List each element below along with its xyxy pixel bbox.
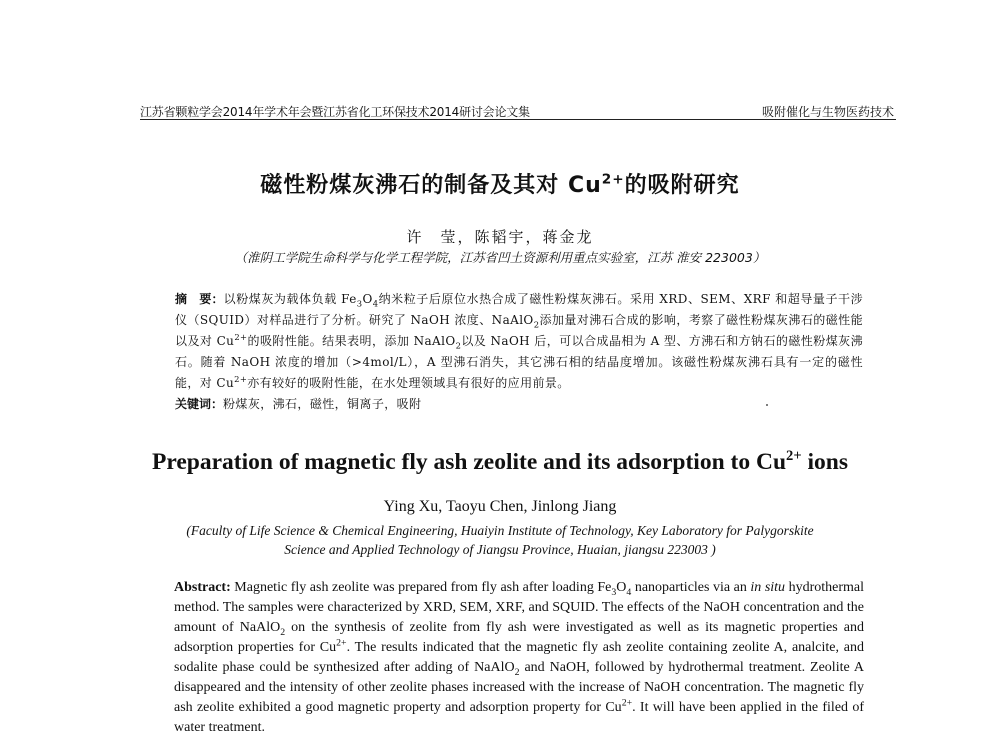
chinese-abstract-sub-2: 4 [372, 298, 379, 309]
chinese-abstract-label: 摘 要： [175, 292, 224, 306]
chinese-abstract [175, 289, 863, 415]
chinese-abstract-text-5: 以及 NaOH 后，可以合成晶相为 A 型、方沸石和方钠石的磁性粉煤灰沸石。随着 NaOH 浓度的增加（>4mol/L），A 型沸石消失，其它沸石相的结晶度增加。该磁性粉煤灰沸石具有一定的磁性能，对 Cu [175, 334, 863, 390]
english-title [0, 449, 1000, 476]
english-abstract-text-5: . The results indicated that the magnetic fly ash zeolite containing zeolite A, analcite, and sodalite phase could be synthesized after adding of NaAlO [174, 640, 864, 675]
scan-speck [766, 404, 768, 406]
chinese-abstract-text-6: 亦有较好的吸附性能，在水处理领域具有很好的应用前景。 [247, 376, 570, 390]
english-title-end: ions [801, 449, 848, 475]
chinese-title [0, 168, 1000, 199]
english-abstract-label: Abstract: [174, 580, 231, 595]
chinese-abstract-text-3: 添加量对沸石合成的影响，考察了磁性粉煤灰沸石的磁性能以及对 Cu [175, 313, 864, 348]
running-header-left: 江苏省颗粒学会2014年学术年会暨江苏省化工环保技术2014研讨会论文集 [140, 105, 530, 119]
english-affiliation-line-1: (Faculty of Life Science & Chemical Engineering, Huaiyin Institute of Technology, Key Laboratory for Palygorskite [186, 523, 814, 538]
chinese-abstract-text-4: 的吸附性能。结果表明，添加 NaAlO [247, 334, 456, 348]
english-abstract-sub-1: 3 [611, 586, 617, 598]
english-abstract-sup-1: 2+ [336, 637, 347, 649]
english-abstract-text-6: and NaOH, followed by hydrothermal treatment. Zeolite A disappeared and the intensity of other zeolite phases increased with the increase of NaOH concentration. The magnetic fly ash zeolite exhibited a good magnetic property and adsorption property for Cu [174, 660, 864, 715]
english-abstract-text-4: on the synthesis of zeolite from fly ash were investigated as well as its magnetic properties and adsorption properties for Cu [174, 620, 864, 655]
english-abstract-text-3: hydrothermal method. The samples were characterized by XRD, SEM, XRF, and SQUID. The effects of the NaOH concentration and the amount of NaAlO [174, 580, 865, 635]
english-abstract-text-1: Magnetic fly ash zeolite was prepared from fly ash after loading Fe [230, 580, 612, 595]
english-abstract-sub-4: 2 [514, 666, 520, 678]
english-affiliation-line-2: Science and Applied Technology of Jiangsu Province, Huaian, jiangsu 223003 ) [284, 542, 716, 557]
chinese-abstract-sup-2: 2+ [234, 374, 248, 384]
chinese-authors: 许 莹，陈韬宇，蒋金龙 [406, 228, 594, 246]
chinese-abstract-text-1: 以粉煤灰为载体负载 Fe [223, 292, 357, 306]
english-abstract-sub-2: 4 [626, 586, 632, 598]
chinese-keywords-label: 关键词： [175, 397, 224, 411]
english-abstract-italic: in situ [750, 580, 786, 595]
english-abstract-text-1b: O [616, 580, 627, 595]
chinese-abstract-text-1b: O [362, 292, 373, 306]
chinese-keywords: 粉煤灰，沸石，磁性，铜离子，吸附 [223, 397, 422, 411]
chinese-affiliation: （淮阴工学院生命科学与化学工程学院，江苏省凹土资源利用重点实验室，江苏 淮安 223003） [234, 250, 766, 265]
english-abstract-sup-2: 2+ [621, 697, 633, 709]
chinese-abstract-text-2: 纳米粒子后原位水热合成了磁性粉煤灰沸石。采用 XRD、SEM、XRF 和超导量子干涉仪（SQUID）对样品进行了分析。研究了 NaOH 浓度、NaAlO [175, 292, 863, 327]
english-abstract-text-7: . It will have been applied in the filed of water treatment. [174, 700, 864, 735]
english-authors: Ying Xu, Taoyu Chen, Jinlong Jiang [383, 498, 617, 515]
running-header-right: 吸附催化与生物医药技术 [761, 105, 894, 119]
english-title-main: Preparation of magnetic fly ash zeolite and its adsorption to Cu [151, 449, 787, 475]
chinese-abstract-sup-1: 2+ [234, 332, 248, 342]
english-abstract-sub-3: 2 [280, 626, 286, 638]
english-abstract-text-2: nanoparticles via an [631, 580, 751, 595]
chinese-title-end: 的吸附研究 [624, 173, 740, 198]
chinese-title-main: 磁性粉煤灰沸石的制备及其对 Cu [260, 173, 602, 198]
english-affiliation [0, 521, 1000, 559]
chinese-abstract-sub-3: 2 [533, 319, 540, 330]
chinese-abstract-sub-1: 3 [356, 298, 363, 309]
chinese-title-sup: 2+ [601, 171, 625, 188]
header-rule [140, 119, 896, 120]
english-abstract [174, 578, 864, 738]
english-title-sup: 2+ [786, 448, 802, 465]
chinese-abstract-sub-4: 2 [455, 340, 462, 351]
